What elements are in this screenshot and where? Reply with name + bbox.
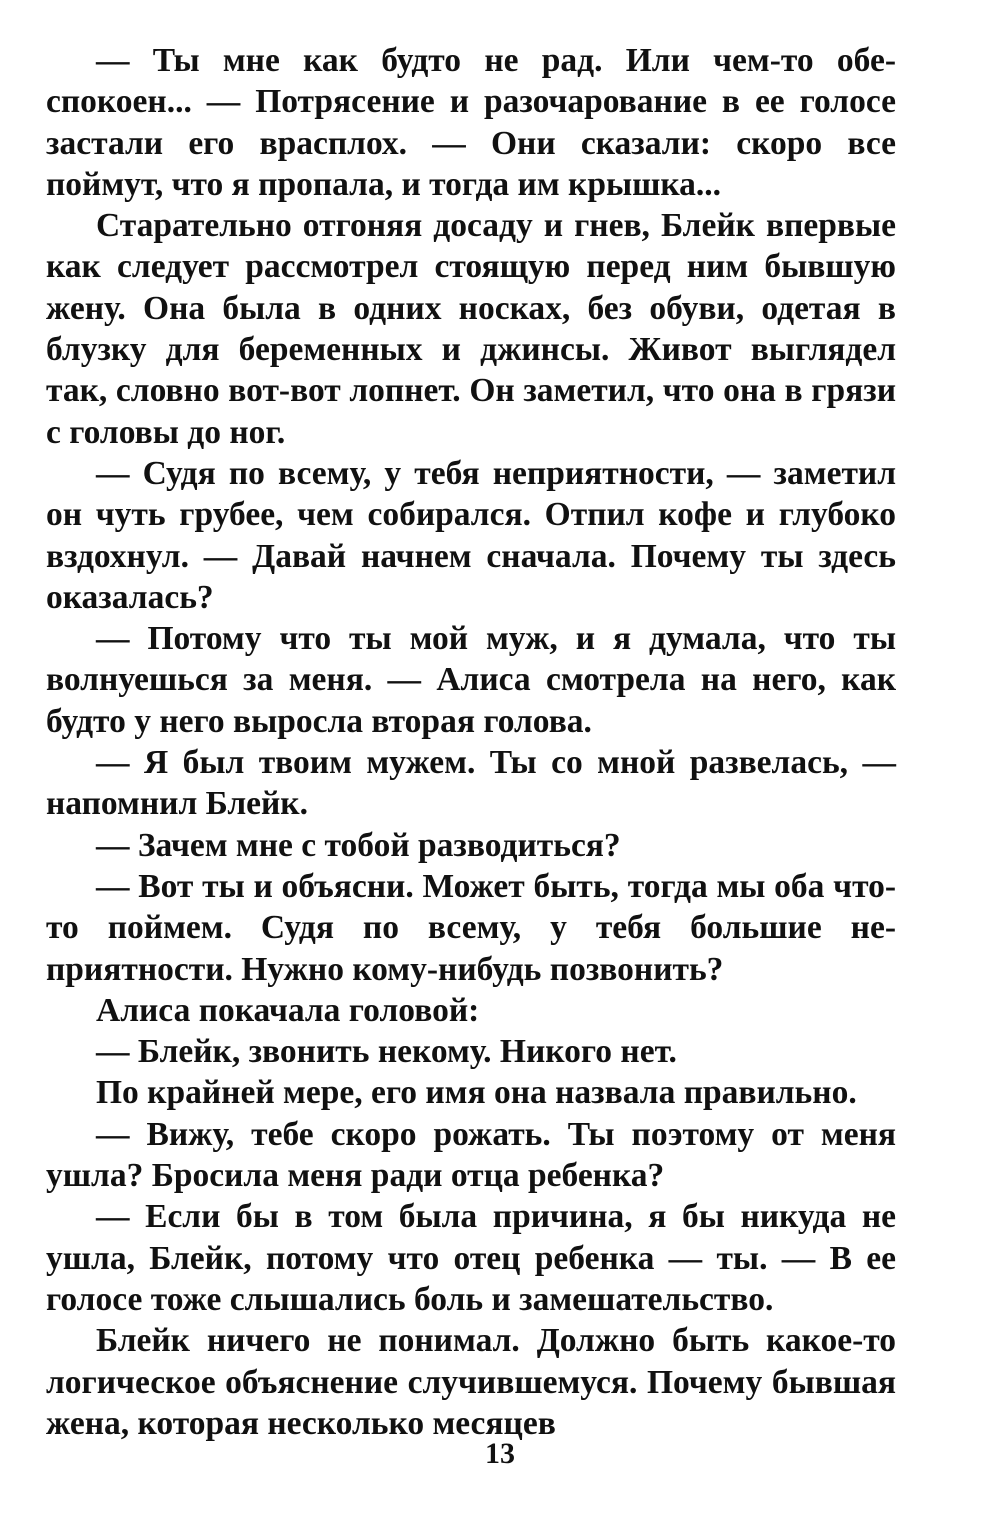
paragraph-11: — Вижу, тебе скоро рожать. Ты поэтому от меня ушла? Бросила меня ради отца ребенка? xyxy=(46,1115,896,1195)
paragraph-9: — Блейк, звонить некому. Никого нет. xyxy=(96,1033,677,1071)
page-text xyxy=(46,40,896,1444)
paragraph-1: — Ты мне как будто не рад. Или чем-то обеспокоен... — Потрясение и разочарование в ее голосе застали его врасплох. — Они сказали: скоро все поймут, что я пропала, и тогда им крышка... xyxy=(46,42,896,203)
paragraph-4: — Потому что ты мой муж, и я думала, что ты волнуешься за меня. — Алиса смотрела на него, как будто у него выросла вторая голова. xyxy=(46,620,896,740)
paragraph-3: — Судя по всему, у тебя неприятности, — заметил он чуть грубее, чем собирался. Отпил кофе и глубоко вздохнул. — Давай начнем сначала. Почему ты здесь оказалась? xyxy=(46,454,896,616)
paragraph-5: — Я был твоим мужем. Ты со мной развелась, — напомнил Блейк. xyxy=(46,744,896,823)
paragraph-10: По крайней мере, его имя она назвала правильно. xyxy=(96,1074,857,1112)
paragraph-13: Блейк ничего не понимал. Должно быть какое-то логическое объяснение случившемуся. Почему бывшая жена, которая несколько месяцев xyxy=(46,1322,896,1442)
paragraph-8: Алиса покачала головой: xyxy=(96,991,480,1029)
page-number: 13 xyxy=(485,1437,515,1470)
paragraph-2: Старательно отгоняя досаду и гнев, Блейк впервые как следует рассмотрел стоящую перед ним бывшую жену. Она была в одних носках, без обуви, одетая в блузку для беременных и джинсы. Живот выглядел так, словно вот-вот лопнет. Он заметил, что она в грязи с головы до ног. xyxy=(46,207,896,451)
paragraph-6: — Зачем мне с тобой разводиться? xyxy=(96,826,621,864)
paragraph-12: — Если бы в том была причина, я бы никуда не ушла, Блейк, потому что отец ребенка — ты. — В ее голосе тоже слышались боль и замешательство. xyxy=(46,1198,896,1318)
paragraph-7: — Вот ты и объясни. Может быть, тогда мы оба что-то поймем. Судя по всему, у тебя большие неприятности. Нужно кому-нибудь позвонить? xyxy=(46,867,896,988)
